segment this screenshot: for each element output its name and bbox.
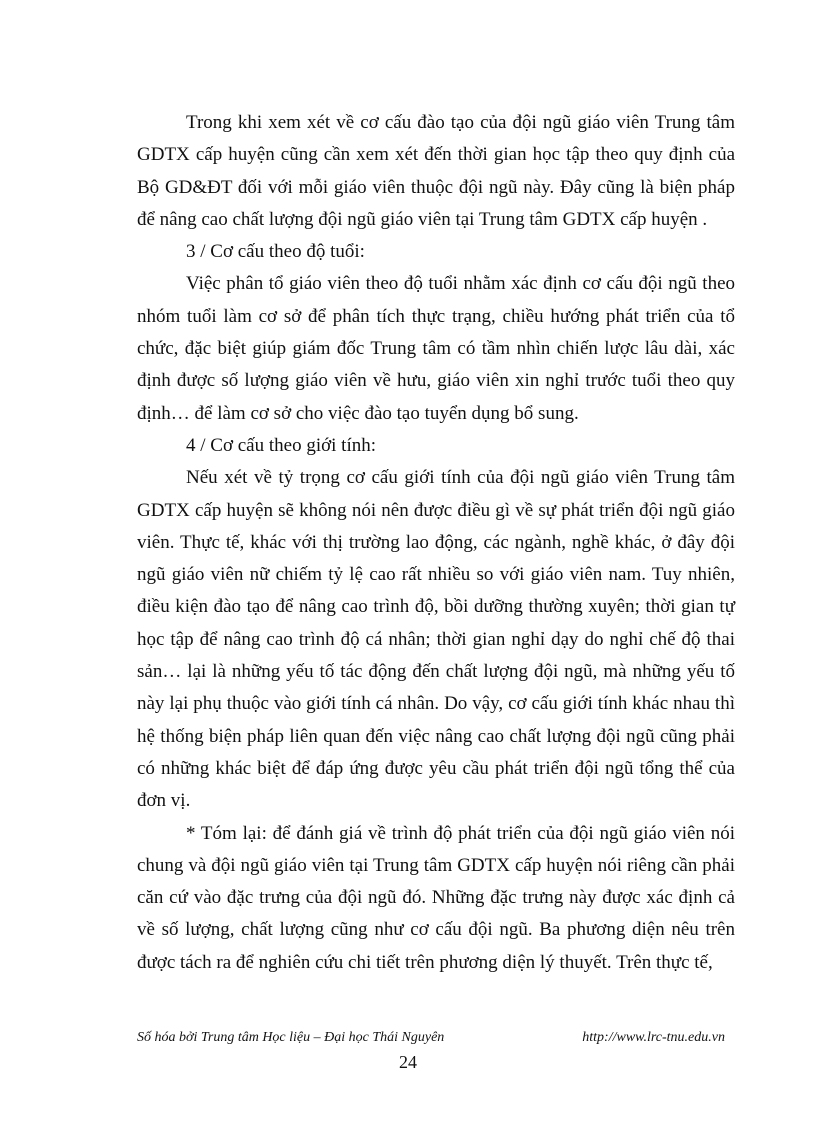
page-number: 24 (399, 1052, 417, 1072)
heading-age-structure: 3 / Cơ cấu theo độ tuổi: (186, 241, 365, 263)
document-body (137, 107, 735, 979)
heading-gender-structure: 4 / Cơ cấu theo giới tính: (186, 434, 377, 456)
paragraph-age-structure: Việc phân tổ giáo viên theo độ tuổi nhằm xác định cơ cấu đội ngũ theo nhóm tuổi làm cơ sở để phân tích thực trạng, chiều hướng phát triển của tổ chức, đặc biệt giúp giám đốc Trung tâm có tầm nhìn chiến lược lâu dài, xác định được số lượng giáo viên về hưu, giáo viên xin nghỉ trước tuổi theo quy định… để làm cơ sở cho việc đào tạo tuyển dụng bổ sung. (137, 273, 735, 424)
footer-url: http://www.lrc-tnu.edu.vn (582, 1030, 725, 1045)
paragraph-training-time: Trong khi xem xét về cơ cấu đào tạo của đội ngũ giáo viên Trung tâm GDTX cấp huyện cũng cần xem xét đến thời gian học tập theo quy định của Bộ GD&ĐT đối với mỗi giáo viên thuộc đội ngũ này. Đây cũng là biện pháp để nâng cao chất lượng đội ngũ giáo viên tại Trung tâm GDTX cấp huyện . (137, 112, 735, 230)
page-footer (137, 1030, 735, 1050)
footer-source-text: Số hóa bởi Trung tâm Học liệu – Đại học Thái Nguyên (137, 1030, 445, 1045)
paragraph-summary: * Tóm lại: để đánh giá về trình độ phát triển của đội ngũ giáo viên nói chung và đội ngũ giáo viên tại Trung tâm GDTX cấp huyện nói riêng cần phải căn cứ vào đặc trưng của đội ngũ đó. Những đặc trưng này được xác định cả về số lượng, chất lượng cũng như cơ cấu đội ngũ. Ba phương diện nêu trên được tách ra để nghiên cứu chi tiết trên phương diện lý thuyết. Trên thực tế, (137, 822, 735, 973)
paragraph-gender-structure: Nếu xét về tỷ trọng cơ cấu giới tính của đội ngũ giáo viên Trung tâm GDTX cấp huyện sẽ không nói nên được điều gì về sự phát triển đội ngũ giáo viên. Thực tế, khác với thị trường lao động, các ngành, nghề khác, ở đây đội ngũ giáo viên nữ chiếm tỷ lệ cao rất nhiều so với giáo viên nam. Tuy nhiên, điều kiện đào tạo để nâng cao trình độ, bồi dưỡng thường xuyên; thời gian tự học tập để nâng cao trình độ cá nhân; thời gian nghỉ dạy do nghỉ chế độ thai sản… lại là những yếu tố tác động đến chất lượng đội ngũ, mà những yếu tố này lại phụ thuộc vào giới tính cá nhân. Do vậy, cơ cấu giới tính khác nhau thì hệ thống biện pháp liên quan đến việc nâng cao chất lượng đội ngũ cũng phải có những khác biệt để đáp ứng được yêu cầu phát triển đội ngũ tổng thể của đơn vị. (137, 467, 735, 812)
